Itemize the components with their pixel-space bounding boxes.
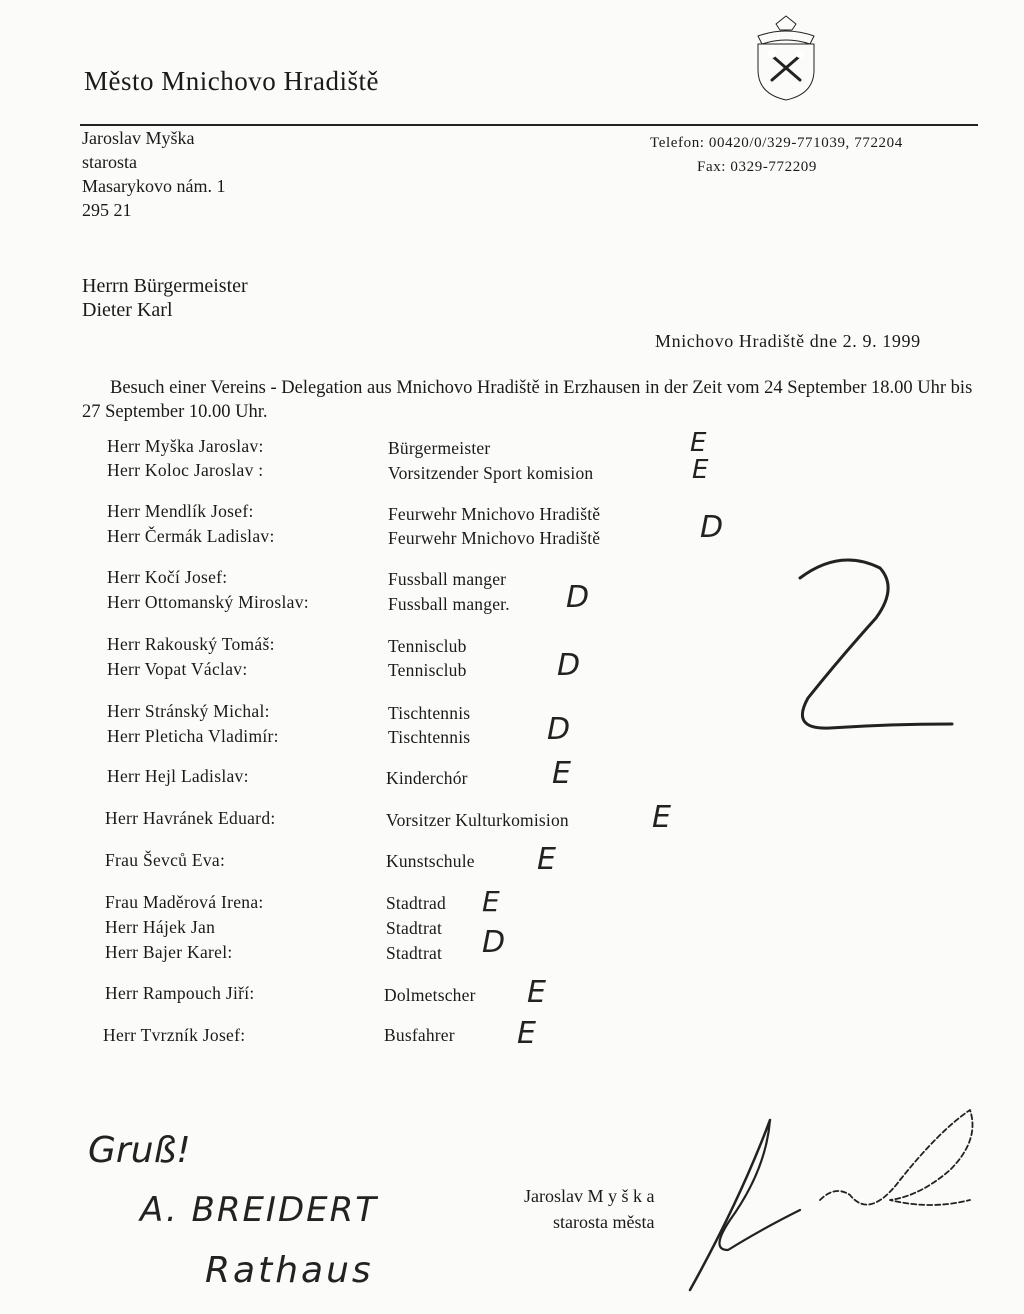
sender-name: Jaroslav Myška (82, 128, 195, 148)
delegate-role: Tischtennis (388, 727, 471, 747)
header-rule (80, 124, 978, 126)
telephone-line: Telefon: 00420/0/329-771039, 772204 (650, 135, 903, 151)
delegate-name: Herr Hájek Jan (105, 917, 216, 937)
delegate-name: Herr Stránský Michal: (107, 701, 270, 721)
delegate-name: Herr Bajer Karel: (105, 942, 233, 962)
city-title: Město Mnichovo Hradiště (84, 66, 379, 96)
delegate-role: Tennisclub (388, 660, 467, 680)
handwritten-mark: E (652, 800, 671, 835)
handwritten-numeral-two (780, 548, 960, 738)
delegate-role: Stadtrad (386, 893, 446, 913)
handwritten-mark: E (537, 842, 556, 877)
delegate-role: Bürgermeister (388, 438, 491, 458)
subject-text: Besuch einer Vereins - Delegation aus Mnichovo Hradiště in Erzhausen in der Zeit vom 24 September 18.00 Uhr bis 27 September 10.00 Uhr. (82, 378, 973, 422)
handwritten-mark: E (692, 455, 709, 485)
delegate-role: Fussball manger. (388, 594, 510, 614)
delegate-name: Herr Hejl Ladislav: (107, 766, 249, 786)
delegate-role: Stadtrat (386, 943, 443, 963)
handwritten-greeting: Gruß! (88, 1130, 191, 1171)
recipient-title: Herrn Bürgermeister (82, 275, 248, 297)
delegate-name: Herr Koloc Jaroslav : (107, 460, 264, 480)
delegate-role: Feurwehr Mnichovo Hradiště (388, 504, 601, 524)
delegate-role: Dolmetscher (384, 985, 476, 1005)
delegate-name: Herr Pleticha Vladimír: (107, 726, 279, 746)
handwritten-name: A. BREIDERT (140, 1190, 379, 1230)
handwritten-mark: E (552, 756, 571, 791)
delegate-role: Tischtennis (388, 703, 471, 723)
delegate-name: Herr Kočí Josef: (107, 567, 228, 587)
handwritten-mark: E (690, 428, 707, 458)
delegate-name: Herr Myška Jaroslav: (107, 436, 264, 456)
sender-postcode: 295 21 (82, 200, 132, 220)
handwritten-mark: D (700, 510, 724, 545)
delegate-role: Kinderchór (386, 768, 468, 788)
handwritten-mark: E (517, 1016, 536, 1051)
delegate-name: Frau Ševců Eva: (105, 850, 226, 870)
delegate-name: Herr Rampouch Jiří: (105, 983, 255, 1003)
handwritten-mark: D (557, 648, 581, 683)
delegate-name: Frau Maděrová Irena: (105, 892, 264, 912)
recipient-name: Dieter Karl (82, 299, 173, 321)
handwritten-mark: E (482, 885, 500, 918)
handwritten-signature-icon (670, 1100, 990, 1300)
delegate-name: Herr Čermák Ladislav: (107, 526, 275, 546)
delegate-name: Herr Rakouský Tomáš: (107, 634, 275, 654)
delegate-name: Herr Mendlík Josef: (107, 501, 254, 521)
fax-line: Fax: 0329-772209 (697, 159, 818, 175)
delegate-name: Herr Tvrzník Josef: (103, 1025, 246, 1045)
signer-title: starosta města (553, 1212, 655, 1232)
delegate-role: Vorsitzer Kulturkomision (386, 810, 569, 830)
handwritten-mark: D (566, 580, 590, 615)
delegate-role: Feurwehr Mnichovo Hradiště (388, 528, 601, 548)
delegate-role: Vorsitzender Sport komision (388, 463, 594, 483)
handwritten-mark: E (527, 975, 546, 1010)
date-line: Mnichovo Hradiště dne 2. 9. 1999 (655, 331, 921, 351)
handwritten-mark: D (547, 712, 571, 747)
delegate-role: Stadtrat (386, 918, 443, 938)
handwritten-rathaus: Rathaus (205, 1250, 374, 1291)
signer-name: Jaroslav M y š k a (524, 1186, 655, 1206)
delegate-name: Herr Havránek Eduard: (105, 808, 276, 828)
delegate-role: Fussball manger (388, 569, 507, 589)
handwritten-mark: D (482, 925, 506, 960)
coat-of-arms-icon (748, 14, 824, 102)
delegate-role: Busfahrer (384, 1025, 455, 1045)
delegate-role: Tennisclub (388, 636, 467, 656)
sender-street: Masarykovo nám. 1 (82, 176, 226, 196)
delegate-name: Herr Ottomanský Miroslav: (107, 592, 309, 612)
sender-title: starosta (82, 152, 137, 172)
delegate-name: Herr Vopat Václav: (107, 659, 248, 679)
subject-paragraph (82, 376, 982, 424)
delegate-role: Kunstschule (386, 851, 475, 871)
